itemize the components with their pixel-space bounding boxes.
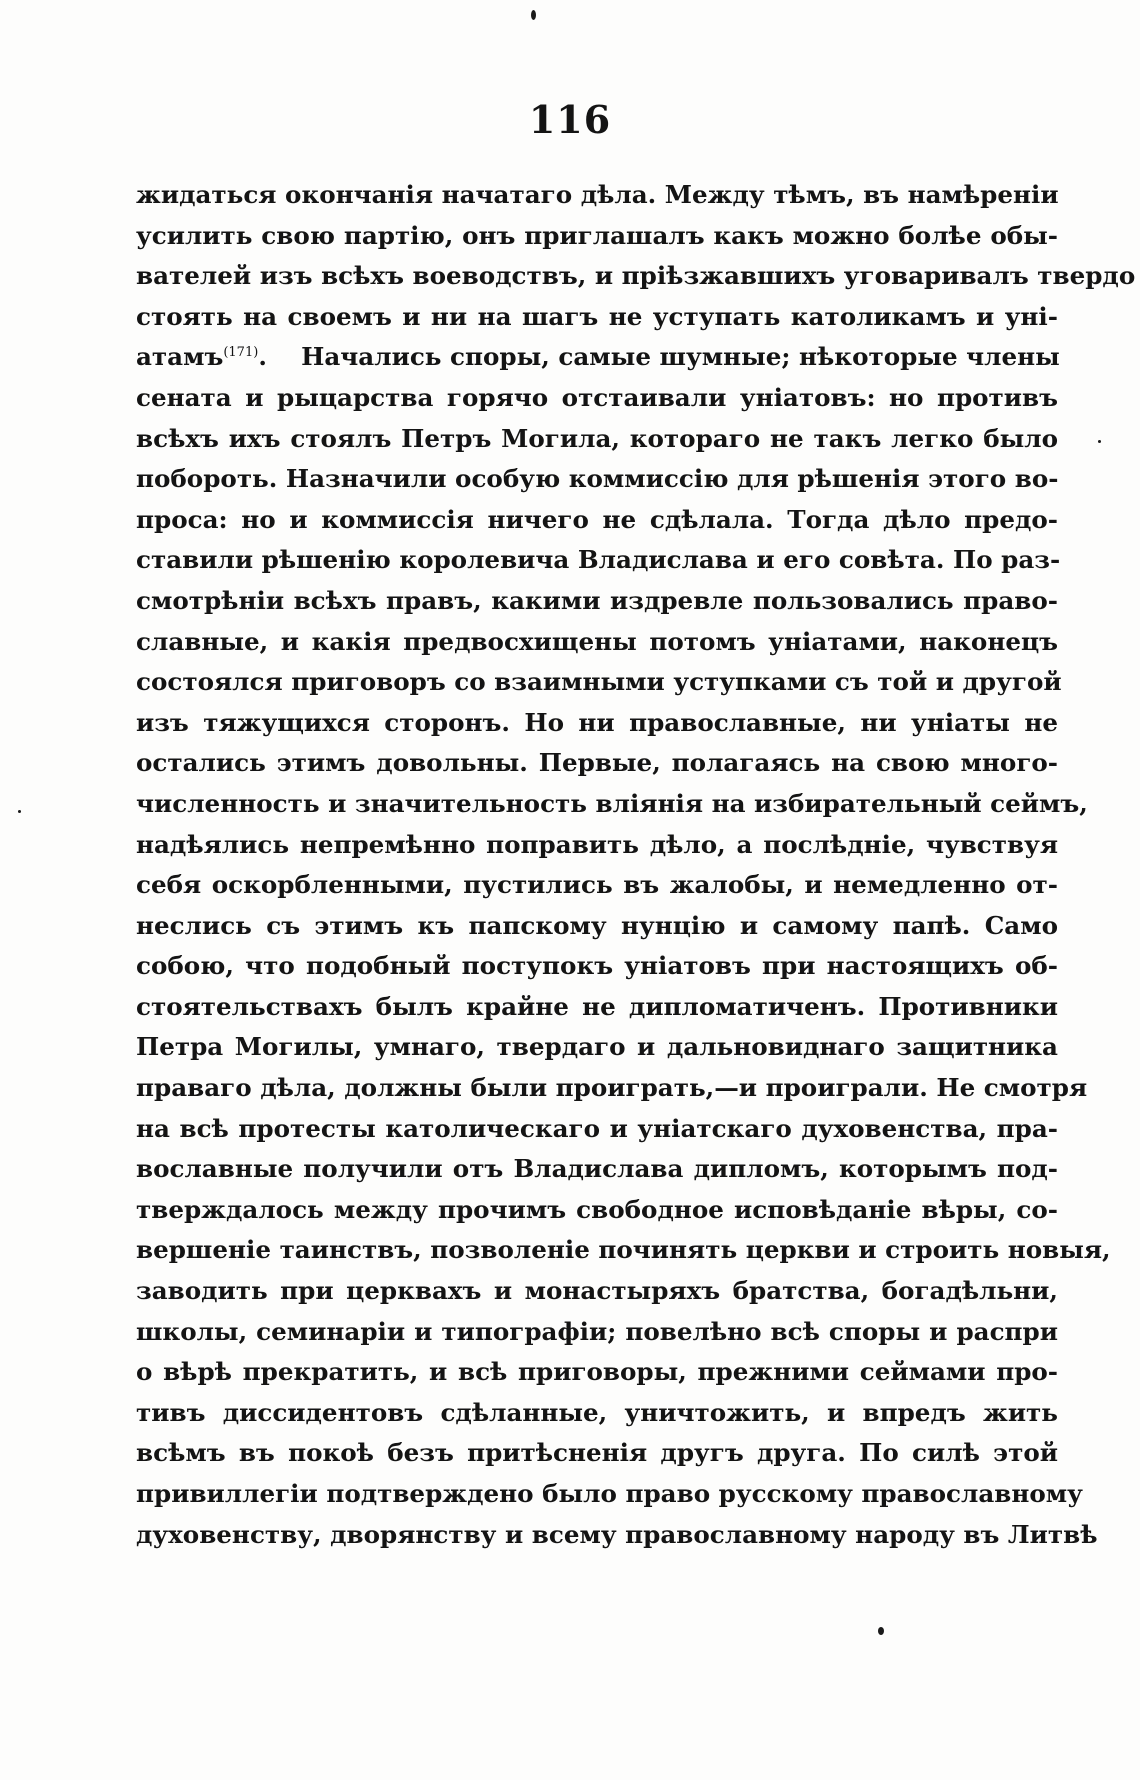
ink-speck [878, 1627, 884, 1635]
text-line: состоялся приговоръ со взаимными уступками съ той и другой [136, 667, 1062, 697]
text-line: стоять на своемъ и ни на шагъ не уступать католикамъ и уні- [136, 301, 1058, 331]
text-line: всѣмъ въ покоѣ безъ притѣсненія другъ друга. По силѣ этой [136, 1438, 1058, 1468]
text-line: вершеніе таинствъ, позволеніе починять церкви и строить новыя, [136, 1235, 1111, 1265]
text-line: собою, что подобный поступокъ уніатовъ при настоящихъ об- [136, 951, 1058, 981]
text-line: духовенству, дворянству и всему православному народу въ Литвѣ [136, 1519, 1098, 1549]
text-line: надѣялись непремѣнно поправить дѣло, а послѣдніе, чувствуя [136, 829, 1058, 859]
text-line: стоятельствахъ былъ крайне не дипломатиченъ. Противники [136, 991, 1058, 1021]
text-line: усилить свою партію, онъ приглашалъ какъ можно болѣе обы- [136, 220, 1058, 250]
text-line: смотрѣніи всѣхъ правъ, какими издревле пользовались право- [136, 585, 1058, 615]
text-line: праваго дѣла, должны были проиграть,—и проиграли. Не смотря [136, 1073, 1088, 1103]
footnote-punctuation: . [258, 342, 267, 372]
text-line-fragment: Начались споры, самые шумные; нѣкоторые члены [301, 342, 1060, 372]
text-line: остались этимъ довольны. Первые, полагаясь на свою много- [136, 748, 1058, 778]
text-line: жидаться окончанія начатаго дѣла. Между тѣмъ, въ намѣреніи [136, 180, 1059, 209]
text-line: всѣхъ ихъ стоялъ Петръ Могила, котораго не такъ легко было [136, 423, 1058, 453]
body-text [136, 175, 1136, 1555]
text-line: славные, и какія предвосхищены потомъ уніатами, наконецъ [136, 626, 1058, 656]
text-line: вателей изъ всѣхъ воеводствъ, и пріѣзжавшихъ уговаривалъ твердо [136, 261, 1136, 291]
footnote-reference: (171) [223, 345, 259, 361]
text-line: заводить при церквахъ и монастыряхъ братства, богадѣльни, [136, 1276, 1058, 1306]
text-line: сената и рыцарства горячо отстаивали уніатовъ: но противъ [136, 382, 1058, 412]
text-line: побороть. Назначили особую коммиссію для рѣшенія этого во- [136, 464, 1059, 494]
ink-speck [1098, 440, 1101, 443]
text-line: Петра Могилы, умнаго, твердаго и дальновиднаго защитника [136, 1032, 1058, 1062]
text-line: тивъ диссидентовъ сдѣланные, уничтожить, и впредъ жить [136, 1397, 1058, 1427]
text-line: тверждалось между прочимъ свободное исповѣданіе вѣры, со- [136, 1194, 1058, 1224]
text-line: ставили рѣшенію королевича Владислава и его совѣта. По раз- [136, 545, 1061, 575]
text-line: о вѣрѣ прекратить, и всѣ приговоры, прежними сеймами про- [136, 1357, 1058, 1387]
text-line: вославные получили отъ Владислава дипломъ, которымъ под- [136, 1154, 1058, 1184]
text-line: на всѣ протесты католическаго и уніатскаго духовенства, пра- [136, 1113, 1058, 1143]
text-line: привиллегіи подтверждено было право русскому православному [136, 1479, 1083, 1508]
text-line-with-footnote [136, 337, 1058, 378]
text-line: школы, семинаріи и типографіи; повелѣно всѣ споры и распри [136, 1316, 1058, 1346]
text-line: себя оскорбленными, пустились въ жалобы, и немедленно от- [136, 870, 1058, 900]
text-line: проса: но и коммиссія ничего не сдѣлала. Тогда дѣло предо- [136, 504, 1058, 534]
footnote-word: атамъ [136, 342, 224, 372]
ink-speck [18, 810, 21, 813]
text-line: численность и значительность вліянія на избирательный сеймъ, [136, 788, 1088, 818]
ink-speck [531, 10, 536, 20]
text-line: неслись съ этимъ къ папскому нунцію и самому папѣ. Само [136, 910, 1058, 940]
page-number: 116 [528, 97, 612, 142]
text-line: изъ тяжущихся сторонъ. Но ни православные, ни уніаты не [136, 707, 1058, 737]
